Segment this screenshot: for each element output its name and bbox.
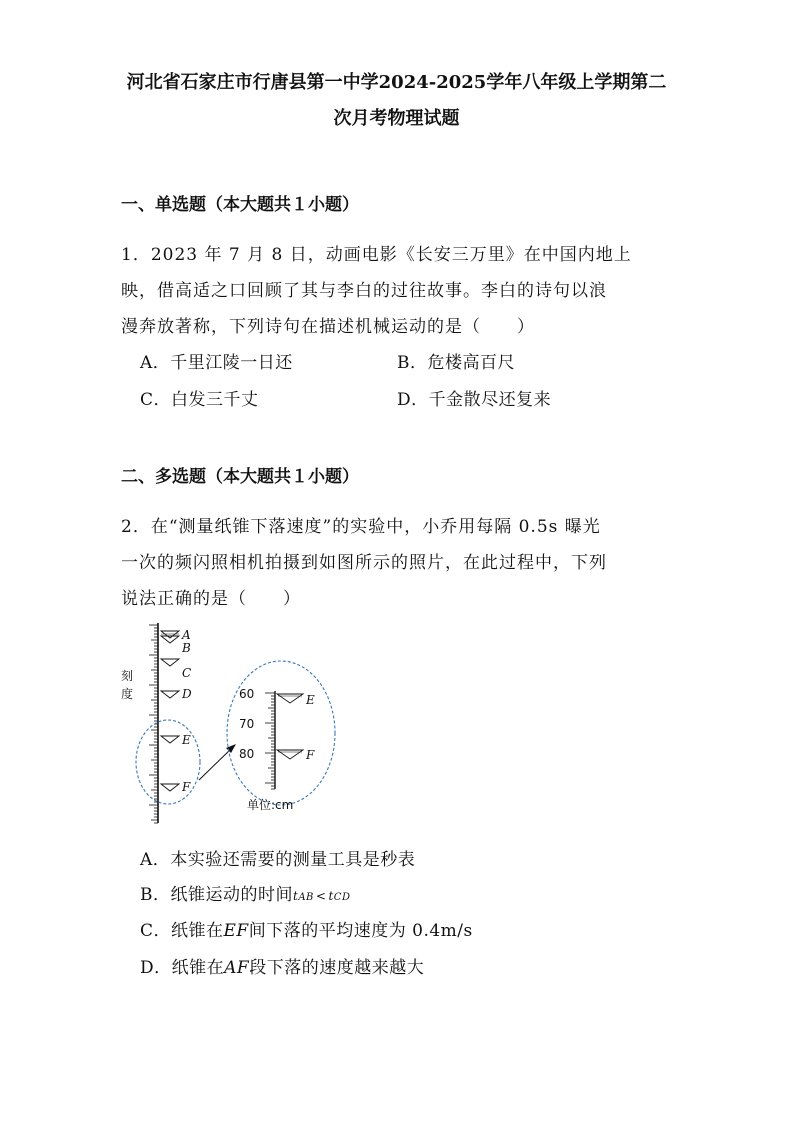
unit-label: 单位:cm xyxy=(247,798,294,812)
cone-a xyxy=(161,631,179,638)
q1-option-c: C．白发三千丈 xyxy=(140,390,259,410)
scale-label-char2: 度 xyxy=(121,687,134,701)
q2-stem-line1: 2．在“测量纸锥下落速度”的实验中，小乔用每隔 0.5s 曝光 xyxy=(121,517,601,537)
zoom-tick-label-70: 70 xyxy=(239,717,255,731)
q2-stem-line3: 说法正确的是（ ） xyxy=(121,589,301,609)
math-t-cd: t xyxy=(328,889,334,903)
q2-option-a: A．本实验还需要的测量工具是秒表 xyxy=(140,850,416,870)
zoom-ellipse xyxy=(227,661,335,805)
q2-option-c-prefix: C．纸锥在 xyxy=(140,921,224,941)
doc-title-line1: 河北省石家庄市行唐县第一中学2024-2025学年八年级上学期第二 xyxy=(126,72,667,93)
q1-option-d: D．千金散尽还复来 xyxy=(397,390,552,410)
point-label-e: E xyxy=(182,733,191,747)
point-label-d: D xyxy=(182,687,192,701)
q2-option-b-prefix: B．纸锥运动的时间 xyxy=(140,885,293,905)
math-t-ab: t xyxy=(293,889,299,903)
zoom-point-label-e: E xyxy=(306,693,315,707)
q2-option-d-prefix: D．纸锥在 xyxy=(140,958,225,978)
cone-e xyxy=(161,736,179,743)
point-label-a: A xyxy=(182,628,191,642)
point-label-b: B xyxy=(182,641,191,655)
q2-option-c-suffix: 间下落的平均速度为 0.4m/s xyxy=(248,921,473,941)
q2-option-c xyxy=(140,916,473,941)
q2-stem-line2: 一次的频闪照相机拍摄到如图所示的照片，在此过程中，下列 xyxy=(121,553,607,573)
highlight-ellipse-small xyxy=(136,720,200,804)
math-sub-ab: AB xyxy=(298,892,314,903)
cone-f xyxy=(161,784,179,791)
zoom-point-label-f: F xyxy=(306,748,315,762)
zoom-arrow xyxy=(199,744,236,780)
q1-stem-line1: 1．2023 年 7 月 8 日，动画电影《长安三万里》在中国内地上 xyxy=(121,245,632,265)
section2-heading: 二、多选题（本大题共１小题） xyxy=(121,467,359,487)
point-label-f: F xyxy=(182,780,191,794)
zoom-cone-e xyxy=(277,694,303,703)
q2-option-d-var: AF xyxy=(224,958,250,978)
point-label-c: C xyxy=(182,666,192,680)
q1-option-b: B．危楼高百尺 xyxy=(397,353,515,373)
cone-b xyxy=(161,636,179,643)
q2-option-c-var: EF xyxy=(223,921,249,941)
math-less-than: < xyxy=(315,889,327,903)
q2-option-b-math xyxy=(293,889,350,903)
zoom-tick-label-80: 80 xyxy=(239,747,255,761)
math-sub-cd: CD xyxy=(333,892,351,903)
zoom-tick-label-60: 60 xyxy=(239,687,255,701)
zoom-ruler xyxy=(265,691,275,789)
scale-label-char1: 刻 xyxy=(121,669,134,683)
q2-figure-diagram xyxy=(115,617,345,832)
cone-c xyxy=(161,659,179,666)
q2-option-b xyxy=(140,880,350,905)
q2-option-d-suffix: 段下落的速度越来越大 xyxy=(249,958,425,978)
q1-option-a: A．千里江陵一日还 xyxy=(140,353,293,373)
doc-title-line2: 次月考物理试题 xyxy=(333,108,460,129)
cone-d xyxy=(161,691,179,698)
q1-stem-line3: 漫奔放著称，下列诗句在描述机械运动的是（ ） xyxy=(121,317,535,337)
q2-option-d xyxy=(140,953,424,978)
section1-heading: 一、单选题（本大题共１小题） xyxy=(121,195,359,215)
q1-stem-line2: 映，借高适之口回顾了其与李白的过往故事。李白的诗句以浪 xyxy=(121,281,607,301)
zoom-cone-f xyxy=(277,750,303,759)
